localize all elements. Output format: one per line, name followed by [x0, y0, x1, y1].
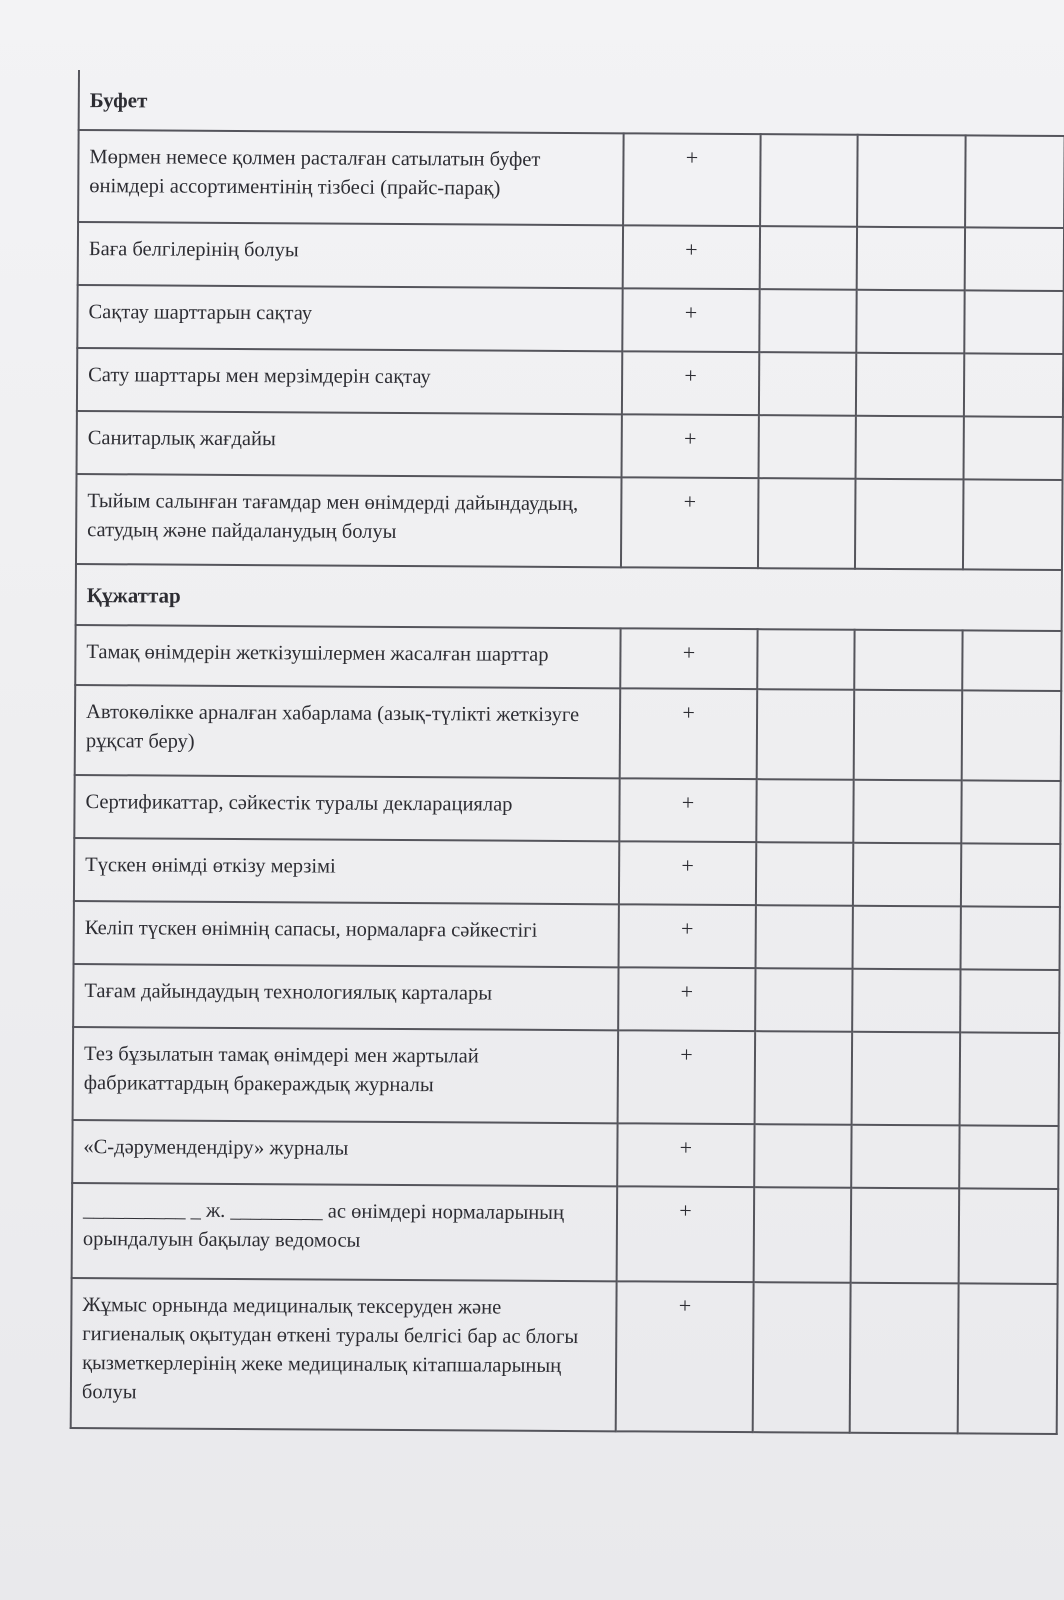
checklist-table [70, 70, 1064, 1435]
row-mark: + [617, 1186, 755, 1282]
empty-cell [964, 290, 1063, 354]
table-row [75, 685, 1062, 781]
row-text: Сақтау шарттарын сақтау [77, 285, 622, 351]
section-header-row [76, 564, 1062, 631]
empty-cell [965, 227, 1064, 291]
row-mark: + [619, 841, 756, 905]
empty-cell [850, 1283, 959, 1434]
row-mark: + [622, 351, 759, 415]
table-row [77, 348, 1063, 417]
row-mark: + [622, 288, 759, 352]
row-text: Санитарлық жағдайы [77, 411, 622, 477]
row-mark: + [619, 904, 756, 968]
table-row [74, 775, 1060, 844]
empty-cell [757, 629, 854, 690]
empty-cell [854, 690, 963, 781]
table-row [73, 1027, 1060, 1126]
checklist-body [71, 70, 1064, 1434]
row-mark: + [620, 688, 758, 779]
row-mark: + [619, 778, 756, 842]
empty-cell [754, 1187, 852, 1283]
empty-cell [857, 227, 965, 291]
empty-cell [753, 1282, 851, 1433]
empty-cell [856, 353, 964, 417]
empty-cell [756, 905, 853, 969]
empty-cell [960, 969, 1059, 1033]
row-text: Тыйым салынған тағамдар мен өнімдерді дайындаудың, сатудың және пайдаланудың болуы [76, 474, 622, 567]
empty-cell [857, 135, 966, 228]
empty-cell [760, 226, 857, 290]
row-text: Мөрмен немесе қолмен расталған сатылатын буфет өнімдері ассортиментінің тізбесі (прайс-парақ) [78, 130, 624, 225]
row-text: Тез бұзылатын тамақ өнімдері мен жартылай фабрикаттардың бракераждық журналы [73, 1027, 619, 1123]
empty-cell [856, 290, 964, 354]
row-mark: + [620, 628, 757, 689]
empty-cell [758, 478, 856, 569]
empty-cell [755, 1031, 853, 1125]
empty-cell [959, 1188, 1059, 1284]
section-header-row [79, 70, 1064, 136]
table-row [73, 964, 1059, 1033]
empty-cell [963, 479, 1063, 570]
row-text: Сату шарттары мен мерзімдерін сақтау [77, 348, 622, 414]
empty-cell [962, 690, 1062, 781]
table-row [78, 130, 1064, 228]
empty-cell [962, 630, 1061, 691]
row-text: Түскен өнімді өткізу мерзімі [74, 838, 619, 904]
empty-cell [754, 1124, 851, 1188]
empty-cell [756, 779, 853, 843]
section-title-documents: Құжаттар [76, 564, 1062, 631]
empty-cell [856, 416, 964, 480]
empty-cell [852, 1032, 961, 1126]
empty-cell [855, 479, 964, 570]
row-text: Баға белгілерінің болуы [78, 222, 623, 288]
empty-cell [756, 842, 853, 906]
table-row [71, 1278, 1058, 1434]
row-text: Автокөлікке арналған хабарлама (азық-түлікті жеткізуге рұқсат беру) [75, 685, 621, 778]
row-text: __________ _ ж. _________ ас өнімдері нормаларының орындалуын бақылау ведомосы [72, 1183, 618, 1281]
empty-cell [959, 1125, 1058, 1189]
table-row [72, 1120, 1058, 1189]
empty-cell [759, 415, 856, 479]
empty-cell [853, 780, 961, 844]
row-mark: + [617, 1123, 754, 1187]
row-text: Келіп түскен өнімнің сапасы, нормаларға сәйкестігі [74, 901, 619, 967]
row-mark: + [621, 477, 759, 568]
empty-cell [853, 906, 961, 970]
table-row [77, 285, 1063, 354]
row-mark: + [622, 414, 759, 478]
empty-cell [961, 780, 1060, 844]
empty-cell [961, 843, 1060, 907]
empty-cell [852, 969, 960, 1033]
empty-cell [965, 135, 1064, 228]
empty-cell [851, 1125, 959, 1189]
table-row [77, 411, 1063, 480]
section-title-bufet: Буфет [79, 70, 1064, 136]
table-row [74, 838, 1060, 907]
row-text: «С-дәрумендендіру» журналы [72, 1120, 617, 1186]
empty-cell [759, 352, 856, 416]
table-row [72, 1183, 1059, 1284]
empty-cell [964, 416, 1063, 480]
empty-cell [958, 1283, 1058, 1434]
empty-cell [760, 134, 858, 227]
row-text: Тағам дайындаудың технологиялық карталары [73, 964, 618, 1030]
row-mark: + [618, 967, 755, 1031]
row-text: Тамақ өнімдерін жеткізушілермен жасалған шарттар [75, 625, 620, 688]
table-row [76, 474, 1063, 570]
row-mark: + [616, 1281, 754, 1432]
row-mark: + [623, 133, 761, 226]
row-text: Жұмыс орнында медициналық тексеруден және гигиеналық оқытудан өткені туралы белгісі бар ас блогы қызметкерлерінің жеке медициналық кітапшаларының болуы [71, 1278, 617, 1431]
row-text: Сертификаттар, сәйкестік туралы декларациялар [74, 775, 619, 841]
empty-cell [964, 353, 1063, 417]
empty-cell [960, 1032, 1060, 1126]
empty-cell [854, 630, 962, 691]
empty-cell [853, 843, 961, 907]
empty-cell [755, 968, 852, 1032]
row-mark: + [618, 1030, 756, 1124]
empty-cell [961, 906, 1060, 970]
table-row [78, 222, 1064, 291]
empty-cell [851, 1188, 960, 1284]
row-mark: + [623, 225, 760, 289]
empty-cell [757, 689, 855, 780]
table-row [74, 901, 1060, 970]
table-row [75, 625, 1061, 691]
empty-cell [759, 289, 856, 353]
